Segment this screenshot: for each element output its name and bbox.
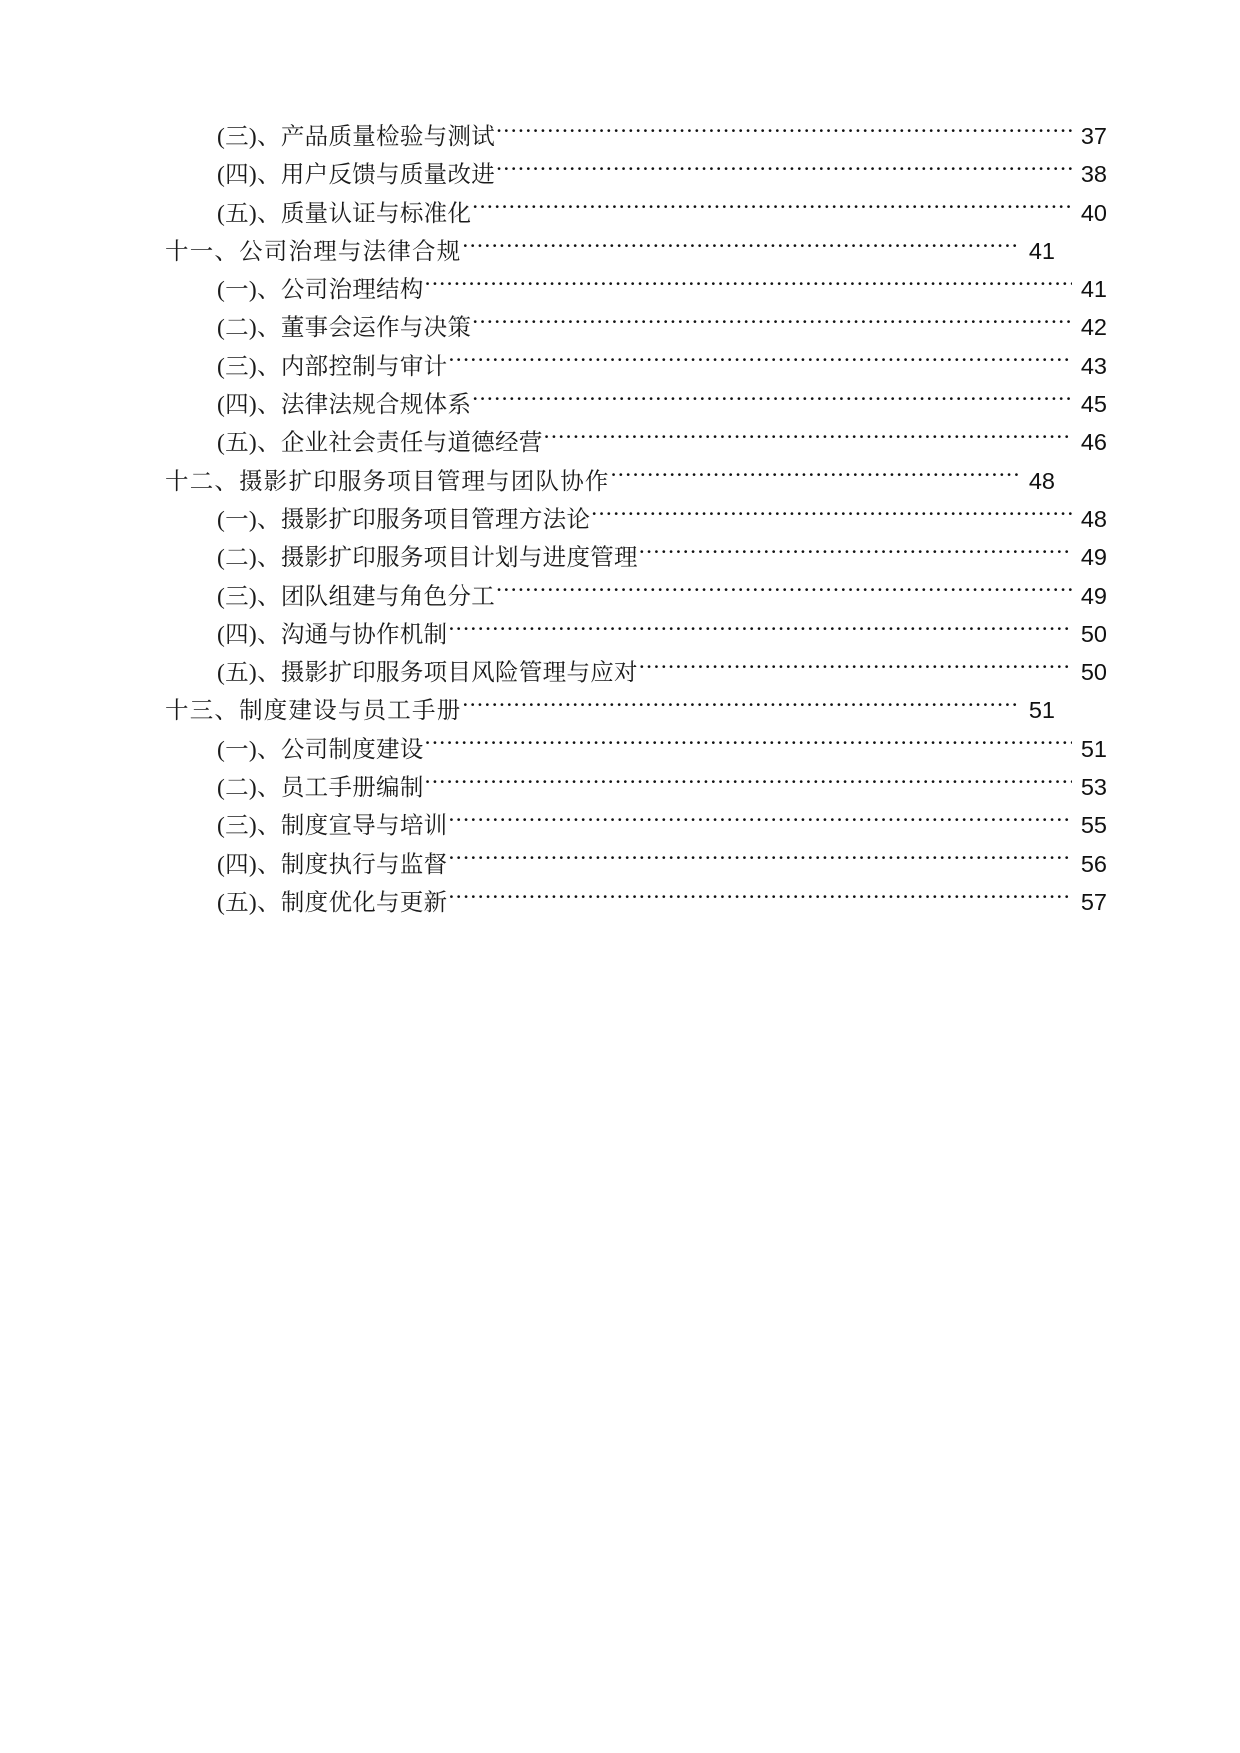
- toc-entry[interactable]: [165, 386, 1107, 424]
- toc-entry[interactable]: [165, 616, 1107, 654]
- toc-dot-leader: [472, 312, 1072, 336]
- toc-dot-leader: [462, 235, 1020, 259]
- toc-page-number: 51: [1080, 735, 1107, 762]
- toc-dot-leader: [639, 542, 1072, 566]
- toc-page-number: 48: [1028, 467, 1055, 494]
- toc-entry[interactable]: [165, 195, 1107, 233]
- toc-entry-label: (二)、董事会运作与决策: [217, 315, 472, 342]
- toc-dot-leader: [448, 810, 1072, 834]
- toc-dot-leader: [425, 274, 1072, 298]
- toc-entry[interactable]: [165, 424, 1107, 462]
- toc-entry[interactable]: [165, 769, 1107, 807]
- toc-page-number: 53: [1080, 774, 1107, 801]
- toc-entry-label: (三)、团队组建与角色分工: [217, 583, 496, 610]
- toc-page-number: 40: [1080, 199, 1107, 226]
- toc-page-number: 56: [1080, 850, 1107, 877]
- toc-entry-label: (三)、产品质量检验与测试: [217, 124, 496, 150]
- toc-dot-leader: [544, 427, 1072, 451]
- toc-entry-label: (五)、摄影扩印服务项目风险管理与应对: [217, 660, 638, 687]
- toc-dot-leader: [425, 733, 1072, 757]
- toc-entry-label: (五)、制度优化与更新: [217, 889, 448, 916]
- toc-page-number: 50: [1080, 620, 1107, 647]
- toc-entry[interactable]: [165, 348, 1107, 386]
- toc-dot-leader: [639, 657, 1072, 681]
- toc-dot-leader: [496, 159, 1072, 183]
- toc-dot-leader: [611, 465, 1020, 489]
- toc-dot-leader: [448, 848, 1072, 872]
- toc-page-number: 37: [1080, 123, 1107, 149]
- toc-entry-label: (一)、公司治理结构: [217, 277, 424, 304]
- toc-entry[interactable]: [165, 463, 1055, 501]
- toc-entry-label: 十一、公司治理与法律合规: [165, 238, 462, 265]
- toc-dot-leader: [591, 503, 1072, 527]
- toc-entry-label: (一)、摄影扩印服务项目管理方法论: [217, 506, 591, 533]
- toc-entry-label: (五)、质量认证与标准化: [217, 200, 472, 227]
- toc-entry[interactable]: [165, 271, 1107, 309]
- toc-page-number: 41: [1028, 237, 1055, 264]
- toc-page-number: 55: [1080, 812, 1107, 839]
- toc-entry[interactable]: [165, 884, 1107, 922]
- toc-dot-leader: [496, 580, 1072, 604]
- toc-entry-label: (二)、摄影扩印服务项目计划与进度管理: [217, 545, 638, 572]
- toc-dot-leader: [472, 197, 1072, 221]
- toc-page-number: 45: [1080, 391, 1107, 418]
- toc-entry[interactable]: [165, 501, 1107, 539]
- toc-page-number: 46: [1080, 429, 1107, 456]
- toc-page-number: 49: [1080, 582, 1107, 609]
- toc-dot-leader: [425, 772, 1072, 796]
- toc-page-number: 51: [1028, 697, 1055, 724]
- toc-entry[interactable]: [165, 654, 1107, 692]
- toc-page-number: 57: [1080, 888, 1107, 915]
- toc-entry-label: (二)、员工手册编制: [217, 775, 424, 802]
- toc-entry[interactable]: [165, 692, 1055, 730]
- toc-entry-label: (四)、法律法规合规体系: [217, 392, 472, 419]
- toc-entry-label: (三)、内部控制与审计: [217, 353, 448, 380]
- toc-page-number: 49: [1080, 544, 1107, 571]
- toc-entry[interactable]: [165, 156, 1107, 194]
- toc-dot-leader: [448, 886, 1072, 910]
- toc-page-number: 41: [1080, 276, 1107, 303]
- table-of-contents: [165, 118, 1107, 922]
- toc-dot-leader: [448, 618, 1072, 642]
- toc-dot-leader: [472, 389, 1072, 413]
- toc-entry-label: 十三、制度建设与员工手册: [165, 698, 462, 725]
- toc-entry[interactable]: [165, 309, 1107, 347]
- toc-entry-label: (四)、用户反馈与质量改进: [217, 162, 496, 189]
- toc-entry[interactable]: [165, 118, 1107, 156]
- toc-entry[interactable]: [165, 233, 1055, 271]
- toc-entry[interactable]: [165, 539, 1107, 577]
- toc-entry-label: (三)、制度宣导与培训: [217, 813, 448, 840]
- toc-entry[interactable]: [165, 846, 1107, 884]
- toc-entry-label: (一)、公司制度建设: [217, 736, 424, 763]
- toc-entry[interactable]: [165, 578, 1107, 616]
- toc-entry[interactable]: [165, 731, 1107, 769]
- toc-page-number: 38: [1080, 161, 1107, 188]
- toc-entry-label: (五)、企业社会责任与道德经营: [217, 430, 543, 457]
- toc-entry-label: 十二、摄影扩印服务项目管理与团队协作: [165, 468, 610, 495]
- toc-entry-label: (四)、沟通与协作机制: [217, 621, 448, 648]
- toc-page-number: 50: [1080, 659, 1107, 686]
- toc-dot-leader: [496, 121, 1072, 145]
- toc-dot-leader: [448, 350, 1072, 374]
- toc-page-number: 48: [1080, 505, 1107, 532]
- toc-entry-label: (四)、制度执行与监督: [217, 851, 448, 878]
- toc-page-number: 43: [1080, 352, 1107, 379]
- toc-dot-leader: [462, 695, 1020, 719]
- toc-page-number: 42: [1080, 314, 1107, 341]
- toc-entry[interactable]: [165, 807, 1107, 845]
